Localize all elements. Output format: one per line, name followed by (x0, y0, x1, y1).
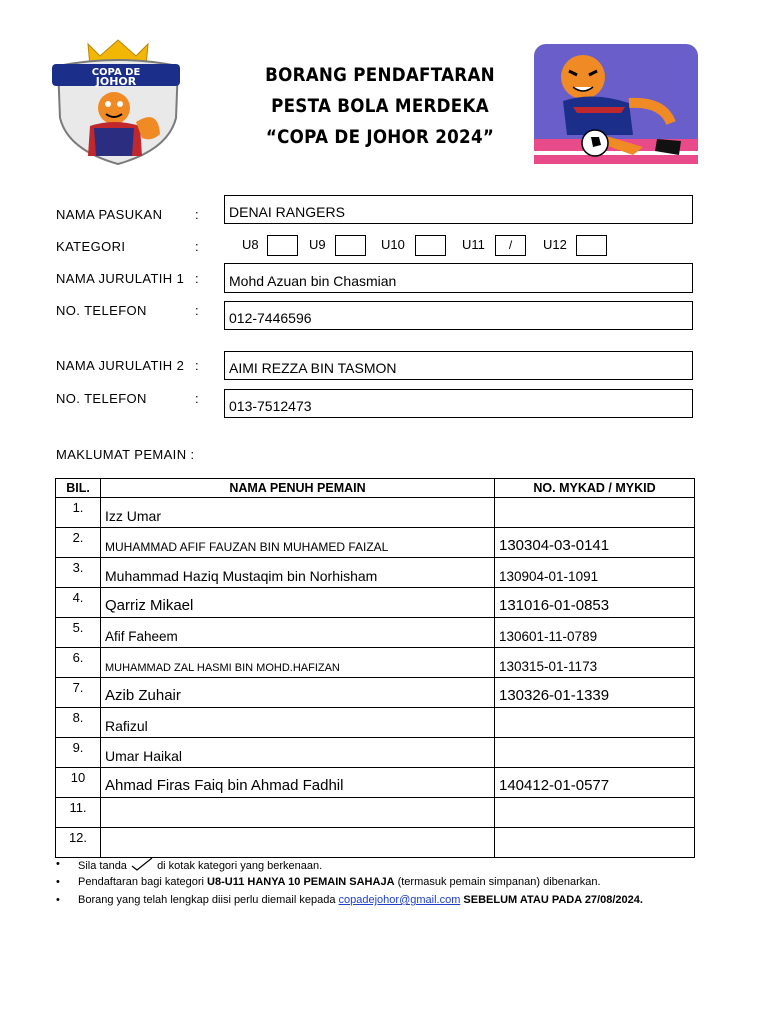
player-name-cell[interactable]: Afif Faheem (101, 618, 495, 648)
mykad-cell[interactable]: 130601-11-0789 (495, 618, 695, 648)
row-number: 12. (56, 828, 101, 858)
category-u8-label: U8 (242, 237, 259, 252)
table-row (56, 618, 695, 648)
mykad-cell[interactable]: 130904-01-1091 (495, 558, 695, 588)
table-row (56, 558, 695, 588)
email-link[interactable]: copadejohor@gmail.com (338, 894, 461, 906)
row-number: 9. (56, 738, 101, 768)
player-name-cell[interactable]: Ahmad Firas Faiq bin Ahmad Fadhil (101, 768, 495, 798)
coach2-name-label: NAMA JURULATIH 2 (56, 358, 185, 373)
table-header-row (56, 479, 695, 498)
header-bil: BIL. (56, 479, 101, 498)
table-row (56, 828, 695, 858)
player-name-cell[interactable]: Azib Zuhair (101, 678, 495, 708)
player-name-cell[interactable] (101, 798, 495, 828)
table-row (56, 648, 695, 678)
mykad-cell[interactable] (495, 498, 695, 528)
svg-text:COPA DE: COPA DE (91, 67, 141, 78)
mykad-cell[interactable] (495, 708, 695, 738)
category-u8-checkbox[interactable] (267, 235, 298, 256)
category-u10-label: U10 (381, 237, 405, 252)
mykad-cell[interactable]: 130304-03-0141 (495, 528, 695, 558)
copa-de-johor-logo (48, 38, 188, 166)
table-row (56, 528, 695, 558)
mykad-cell[interactable]: 131016-01-0853 (495, 588, 695, 618)
player-name-cell[interactable]: MUHAMMAD AFIF FAUZAN BIN MUHAMED FAIZAL (101, 528, 495, 558)
team-name-colon: : (195, 207, 199, 222)
mykad-cell[interactable]: 130315-01-1173 (495, 648, 695, 678)
notes-list (56, 857, 643, 911)
team-name-label: NAMA PASUKAN (56, 207, 163, 222)
coach1-name-label: NAMA JURULATIH 1 (56, 271, 185, 286)
row-number: 11. (56, 798, 101, 828)
player-name-cell[interactable]: Rafizul (101, 708, 495, 738)
table-row (56, 798, 695, 828)
note-item: • Pendaftaran bagi kategori U8-U11 HANYA 10 PEMAIN SAHAJA (termasuk pemain simpanan) dibenarkan. (56, 875, 643, 893)
category-u9-label: U9 (309, 237, 326, 252)
table-row (56, 768, 695, 798)
coach1-name-colon: : (195, 271, 199, 286)
row-number: 10 (56, 768, 101, 798)
phone1-field[interactable]: 012-7446596 (224, 301, 693, 330)
note-item: • Borang yang telah lengkap diisi perlu diemail kepada copadejohor@gmail.com SEBELUM ATAU PADA 27/08/2024. (56, 893, 643, 911)
phone2-label: NO. TELEFON (56, 391, 147, 406)
category-label: KATEGORI (56, 239, 126, 254)
mykad-cell[interactable]: 140412-01-0577 (495, 768, 695, 798)
mykad-cell[interactable]: 130326-01-1339 (495, 678, 695, 708)
coach2-name-field[interactable]: AIMI REZZA BIN TASMON (224, 351, 693, 380)
header-player-name: NAMA PENUH PEMAIN (101, 479, 495, 498)
phone1-label: NO. TELEFON (56, 303, 147, 318)
note-item: • Sila tanda di kotak kategori yang berkenaan. (56, 857, 643, 875)
header-mykad: NO. MYKAD / MYKID (495, 479, 695, 498)
table-row (56, 738, 695, 768)
table-row (56, 588, 695, 618)
row-number: 1. (56, 498, 101, 528)
row-number: 6. (56, 648, 101, 678)
phone2-field[interactable]: 013-7512473 (224, 389, 693, 418)
category-colon: : (195, 239, 199, 254)
category-u11-checkbox[interactable]: / (495, 235, 526, 256)
row-number: 4. (56, 588, 101, 618)
category-u10-checkbox[interactable] (415, 235, 446, 256)
table-row (56, 708, 695, 738)
category-u11-label: U11 (462, 237, 485, 252)
team-name-field[interactable]: DENAI RANGERS (224, 195, 693, 224)
player-name-cell[interactable] (101, 828, 495, 858)
category-u12-checkbox[interactable] (576, 235, 607, 256)
player-name-cell[interactable]: Qarriz Mikael (101, 588, 495, 618)
row-number: 2. (56, 528, 101, 558)
players-table (55, 478, 695, 858)
row-number: 3. (56, 558, 101, 588)
mykad-cell[interactable] (495, 828, 695, 858)
player-name-cell[interactable]: Muhammad Haziq Mustaqim bin Norhisham (101, 558, 495, 588)
category-u12-label: U12 (543, 237, 567, 252)
player-name-cell[interactable]: Umar Haikal (101, 738, 495, 768)
checkmark-icon (130, 857, 154, 871)
mykad-cell[interactable] (495, 738, 695, 768)
row-number: 5. (56, 618, 101, 648)
category-u9-checkbox[interactable] (335, 235, 366, 256)
players-section-label: MAKLUMAT PEMAIN : (56, 447, 195, 462)
row-number: 7. (56, 678, 101, 708)
row-number: 8. (56, 708, 101, 738)
form-title: BORANG PENDAFTARAN PESTA BOLA MERDEKA “COPA DE JOHOR 2024” (265, 64, 495, 148)
phone2-colon: : (195, 391, 199, 406)
mykad-cell[interactable] (495, 798, 695, 828)
table-row (56, 498, 695, 528)
svg-text:JOHOR: JOHOR (95, 75, 137, 88)
player-name-cell[interactable]: Izz Umar (101, 498, 495, 528)
coach1-name-field[interactable]: Mohd Azuan bin Chasmian (224, 263, 693, 293)
player-name-cell[interactable]: MUHAMMAD ZAL HASMI BIN MOHD.HAFIZAN (101, 648, 495, 678)
coach2-name-colon: : (195, 358, 199, 373)
table-row (56, 678, 695, 708)
tiger-mascot-image (533, 43, 699, 165)
phone1-colon: : (195, 303, 199, 318)
